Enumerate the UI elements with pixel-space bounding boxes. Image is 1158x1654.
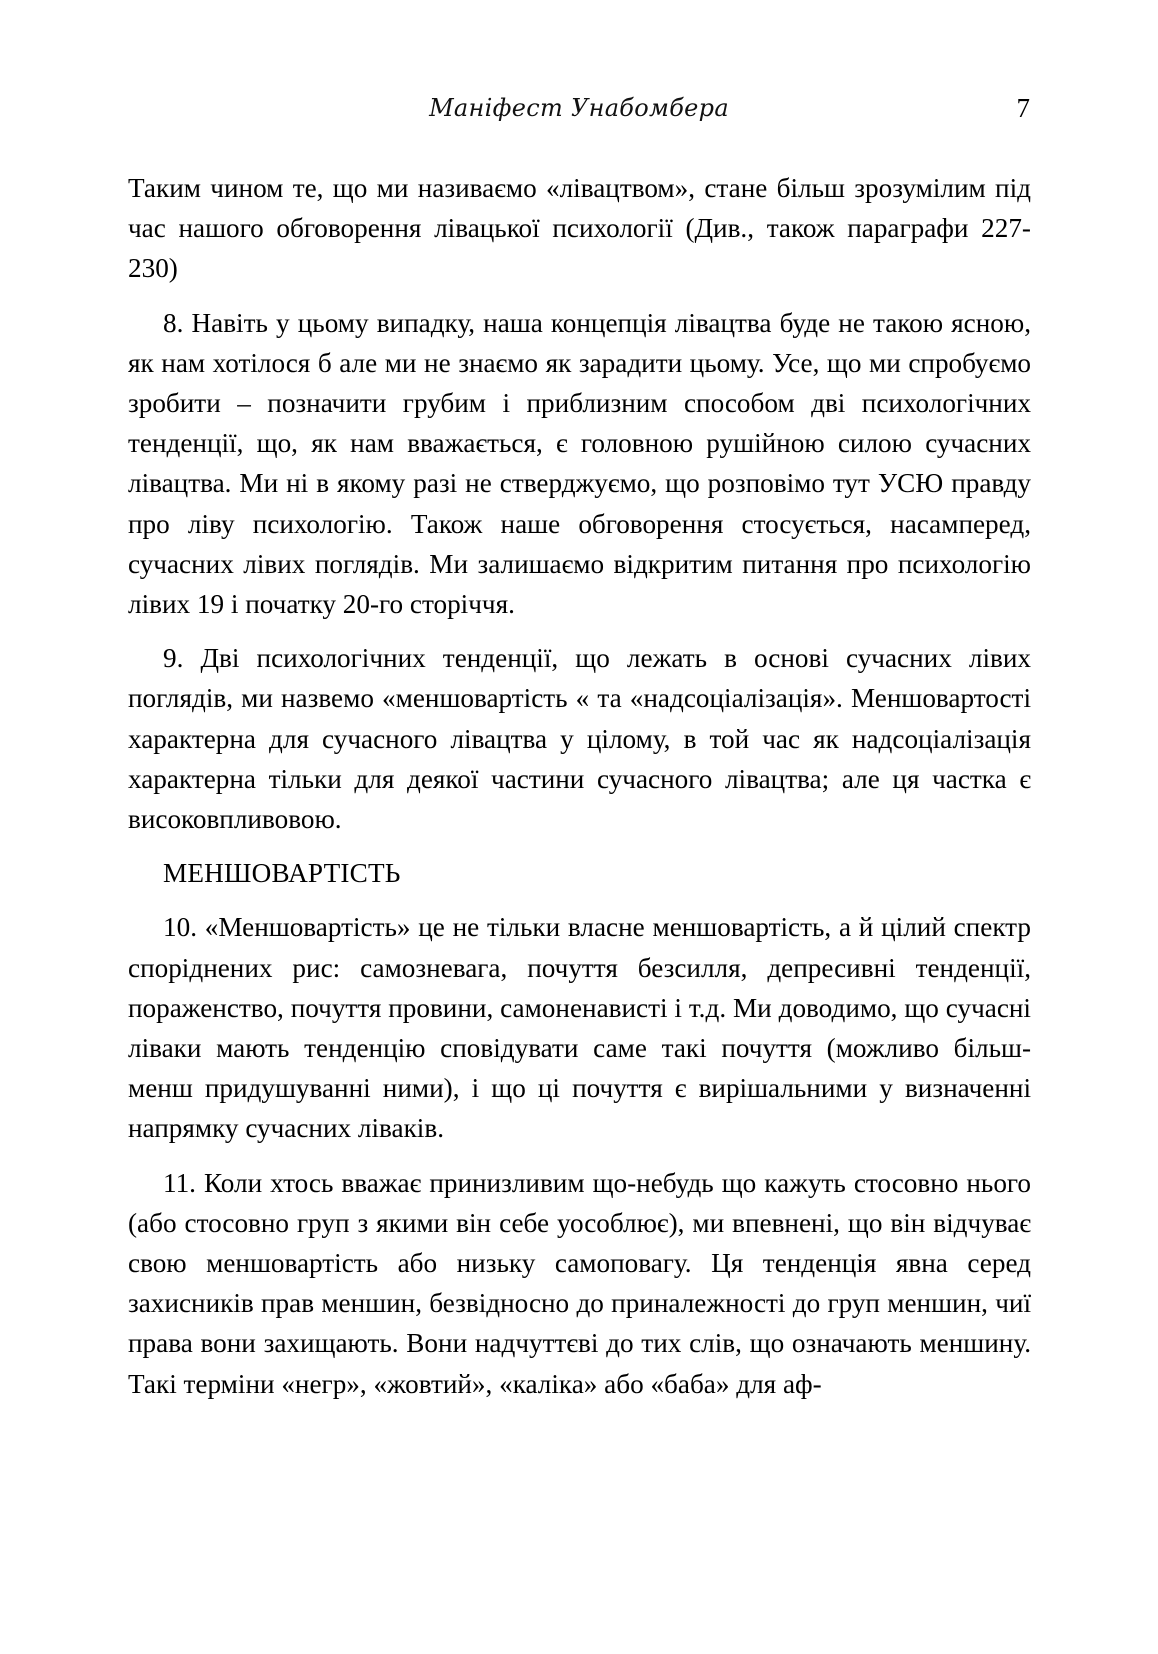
page-number: 7 (1016, 93, 1030, 123)
body-text-column (128, 168, 1031, 1404)
section-heading-menshovartist: МЕНШОВАРТІСТЬ (163, 858, 401, 889)
paragraph-10: 10. «Меншовартість» це не тільки власне меншовартість, а й цілий спектр споріднених рис: самозневага, почуття безсилля, депресивні тенденції, пораженство, почуття провини, самоненависті і т.д. Ми доводимо, що сучасні ліваки мають тенденцію сповідувати саме такі почуття (можливо більш-менш придушуванні ними), і що ці почуття є вирішальними у визначенні напрямку сучасних ліваків. (128, 912, 1031, 1144)
running-head (128, 92, 1030, 132)
paragraph-9: 9. Дві психологічних тенденції, що лежать в основі сучасних лівих поглядів, ми назвемо «меншовартість « та «надсоціалізація». Меншовартості характерна для сучасного лівацтва у цілому, в той час як надсоціалізація характерна тільки для деякої частини сучасного лівацтва; але ця частка є високовпливовою. (128, 643, 1031, 835)
paragraph-8: 8. Навіть у цьому випадку, наша концепція лівацтва буде не такою ясною, як нам хотілося б але ми не знаємо як зарадити цьому. Усе, що ми спробуємо зробити – позначити грубим і приблизним способом дві психологічних тенденції, що, як нам вважається, є головною рушійною силою сучасних лівацтва. Ми ні в якому разі не стверджуємо, що розповімо тут УСЮ правду про ліву психологію. Також наше обговорення стосується, насамперед, сучасних лівих поглядів. Ми залишаємо відкритим питання про психологію лівих 19 і початку 20-го сторіччя. (128, 307, 1031, 620)
running-head-title: Маніфест Унабомбера (429, 94, 729, 122)
paragraph-intro: Таким чином те, що ми називаємо «лівацтвом», стане більш зрозумілим під час нашого обговорення лівацької психології (Див., також параграфи 227-230) (128, 173, 1031, 284)
paragraph-11: 11. Коли хтось вважає принизливим що-небудь що кажуть стосовно нього (або стосовно груп з якими він себе уособлює), ми впевнені, що він відчуває свою меншовартість або низьку самоповагу. Ця тенденція явна серед захисників прав меншин, безвідносно до приналежності до груп меншин, чиї права вони захищають. Вони надчуттєві до тих слів, що означають меншину. Такі терміни «негр», «жовтий», «каліка» або «баба» для аф- (128, 1167, 1031, 1399)
